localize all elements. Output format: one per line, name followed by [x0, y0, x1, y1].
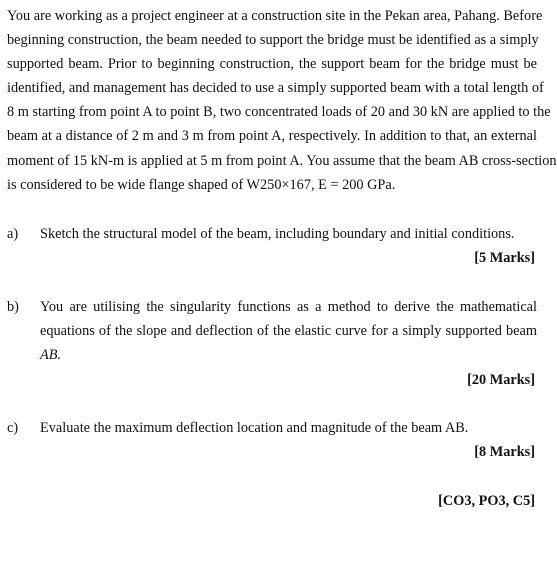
- course-outcomes: [CO3, PO3, C5]: [438, 493, 535, 509]
- statement-line: identified, and management has decided to use a simply supported beam with a total length of: [7, 80, 544, 97]
- statement-line: beginning construction, the beam needed to support the bridge must be identified as a simply: [7, 32, 539, 49]
- marks-c: [8 Marks]: [474, 444, 535, 460]
- question-label: a): [7, 226, 19, 242]
- question-line: Evaluate the maximum deflection location and magnitude of the beam AB.: [40, 420, 469, 436]
- statement-line: supported beam. Prior to beginning construction, the support beam for the bridge must be: [7, 56, 537, 73]
- question-text: [40, 295, 537, 367]
- statement-line: moment of 15 kN-m is applied at 5 m from point A. You assume that the beam AB cross-section: [7, 152, 557, 169]
- question-line: AB.: [40, 347, 62, 364]
- question-line: equations of the slope and deflection of the elastic curve for a simply supported beam: [40, 323, 537, 340]
- question-text: [40, 222, 537, 246]
- marks-b: [20 Marks]: [467, 372, 535, 388]
- question-label: b): [7, 299, 19, 315]
- question-text: [40, 416, 537, 440]
- marks-a: [5 Marks]: [474, 250, 535, 266]
- statement-line: beam at a distance of 2 m and 3 m from point A, respectively. In addition to that, an external: [7, 128, 537, 145]
- statement-line: You are working as a project engineer at a construction site in the Pekan area, Pahang. Before: [7, 8, 543, 24]
- question-line: You are utilising the singularity functions as a method to derive the mathematical: [40, 299, 537, 315]
- question-line: Sketch the structural model of the beam, including boundary and initial conditions.: [40, 226, 515, 242]
- question-label: c): [7, 420, 19, 436]
- statement-line: is considered to be wide flange shaped of W250×167, E = 200 GPa.: [7, 176, 396, 193]
- statement-line: 8 m starting from point A to point B, two concentrated loads of 20 and 30 kN are applied to the: [7, 104, 551, 121]
- problem-statement: [7, 4, 557, 197]
